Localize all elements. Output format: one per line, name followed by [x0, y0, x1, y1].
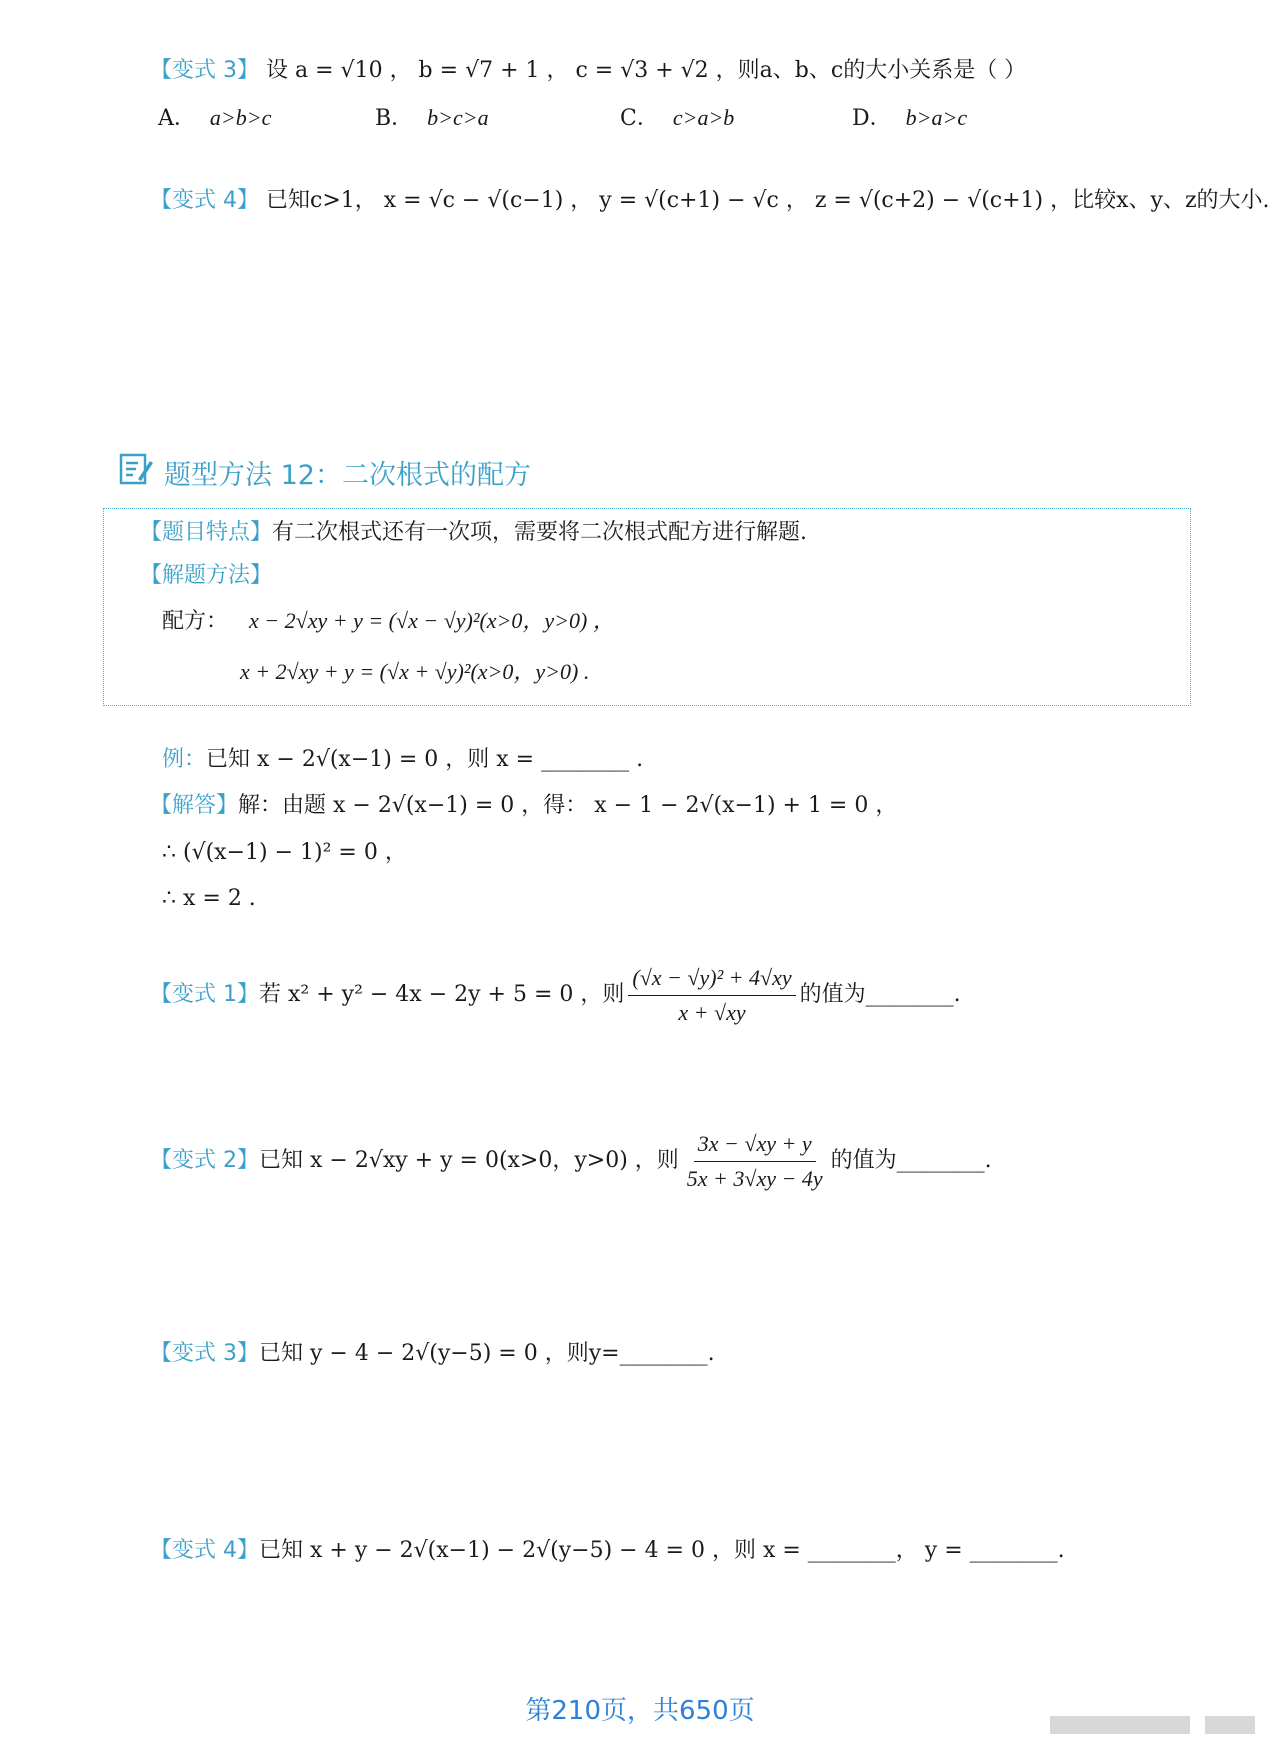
scan-artifact — [1205, 1716, 1255, 1734]
formula-label: 配方： — [162, 609, 229, 634]
fraction-denominator: 5x + 3√xy − 4y — [686, 1165, 823, 1191]
question-text: 已知c>1， x = √c − √(c−1) ， y = √(c+1) − √c ， z = √(c+2) − √(c+1) ，比较x、y、z的大小. — [266, 188, 1270, 213]
page-footer: 第210页，共650页 — [525, 1696, 755, 1726]
formula-line-2 — [240, 657, 589, 688]
answer-step-3: ∴ x = 2 . — [162, 886, 256, 911]
variant-text: 已知 x − 2√xy + y = 0(x>0，y>0) ，则 — [259, 1148, 679, 1173]
feature-line — [140, 518, 807, 548]
fraction-denominator: x + √xy — [678, 999, 746, 1025]
variant-text: 若 x² + y² − 4x − 2y + 5 = 0 ，则 — [259, 982, 625, 1007]
fraction — [683, 1129, 827, 1194]
answer-text: 解：由题 x − 2√(x−1) = 0 ，得： x − 1 − 2√(x−1) + 1 = 0 ， — [238, 793, 898, 818]
option-d: D． b>a>c — [852, 105, 968, 131]
variant-1 — [150, 960, 961, 1030]
variant-2 — [150, 1126, 992, 1196]
fraction-numerator: 3x − √xy + y — [694, 1129, 816, 1162]
question-text: 设 a = √10 ， b = √7 + 1 ， c = √3 + √2 ，则a、b、c的大小关系是（ ） — [266, 58, 1027, 83]
method-tag: 【解题方法】 — [140, 563, 273, 588]
variant-tag: 【变式 1】 — [150, 982, 259, 1007]
top-variant-4 — [150, 186, 1270, 216]
example-text: 已知 x − 2√(x−1) = 0 ，则 x = ________ . — [206, 747, 644, 772]
variant-tag: 【变式 4】 — [150, 1538, 259, 1563]
answer-line — [150, 791, 897, 821]
option-c: C． c>a>b — [620, 105, 735, 131]
formula-line-1 — [162, 606, 615, 637]
variant-suffix: 的值为________. — [799, 982, 961, 1007]
variant-tag: 【变式 4】 — [150, 188, 260, 213]
answer-tag: 【解答】 — [150, 793, 239, 818]
scan-artifact — [1050, 1716, 1190, 1734]
feature-text: 有二次根式还有一次项，需要将二次根式配方进行解题. — [272, 520, 808, 545]
option-b: B． b>c>a — [375, 105, 489, 131]
fraction-numerator: (√x − √y)² + 4√xy — [628, 963, 795, 996]
answer-step-2: ∴ (√(x−1) − 1)² = 0 ， — [162, 840, 407, 865]
formula-1: x − 2√xy + y = (√x − √y)²(x>0，y>0) ， — [249, 608, 615, 633]
variant-text: 已知 y − 4 − 2√(y−5) = 0 ，则y=________. — [259, 1341, 715, 1366]
variant-suffix: 的值为________. — [830, 1148, 992, 1173]
method-line — [140, 561, 272, 591]
variant-4 — [150, 1536, 1065, 1566]
variant-tag: 【变式 2】 — [150, 1148, 259, 1173]
top-variant-3 — [150, 56, 1026, 86]
example-label: 例： — [162, 747, 207, 772]
fraction — [628, 963, 795, 1028]
variant-text: 已知 x + y − 2√(x−1) − 2√(y−5) − 4 = 0 ，则 x = ________， y = ________. — [259, 1538, 1065, 1563]
variant-tag: 【变式 3】 — [150, 1341, 259, 1366]
section-title — [118, 452, 531, 492]
section-title-text: 题型方法 12：二次根式的配方 — [164, 459, 531, 491]
option-a: A． a>b>c — [158, 105, 272, 131]
example-line — [162, 745, 643, 775]
variant-3 — [150, 1339, 715, 1369]
feature-tag: 【题目特点】 — [140, 520, 273, 545]
variant-tag: 【变式 3】 — [150, 58, 260, 83]
edit-note-icon — [118, 451, 154, 494]
formula-2: x + 2√xy + y = (√x + √y)²(x>0，y>0) . — [240, 659, 590, 684]
